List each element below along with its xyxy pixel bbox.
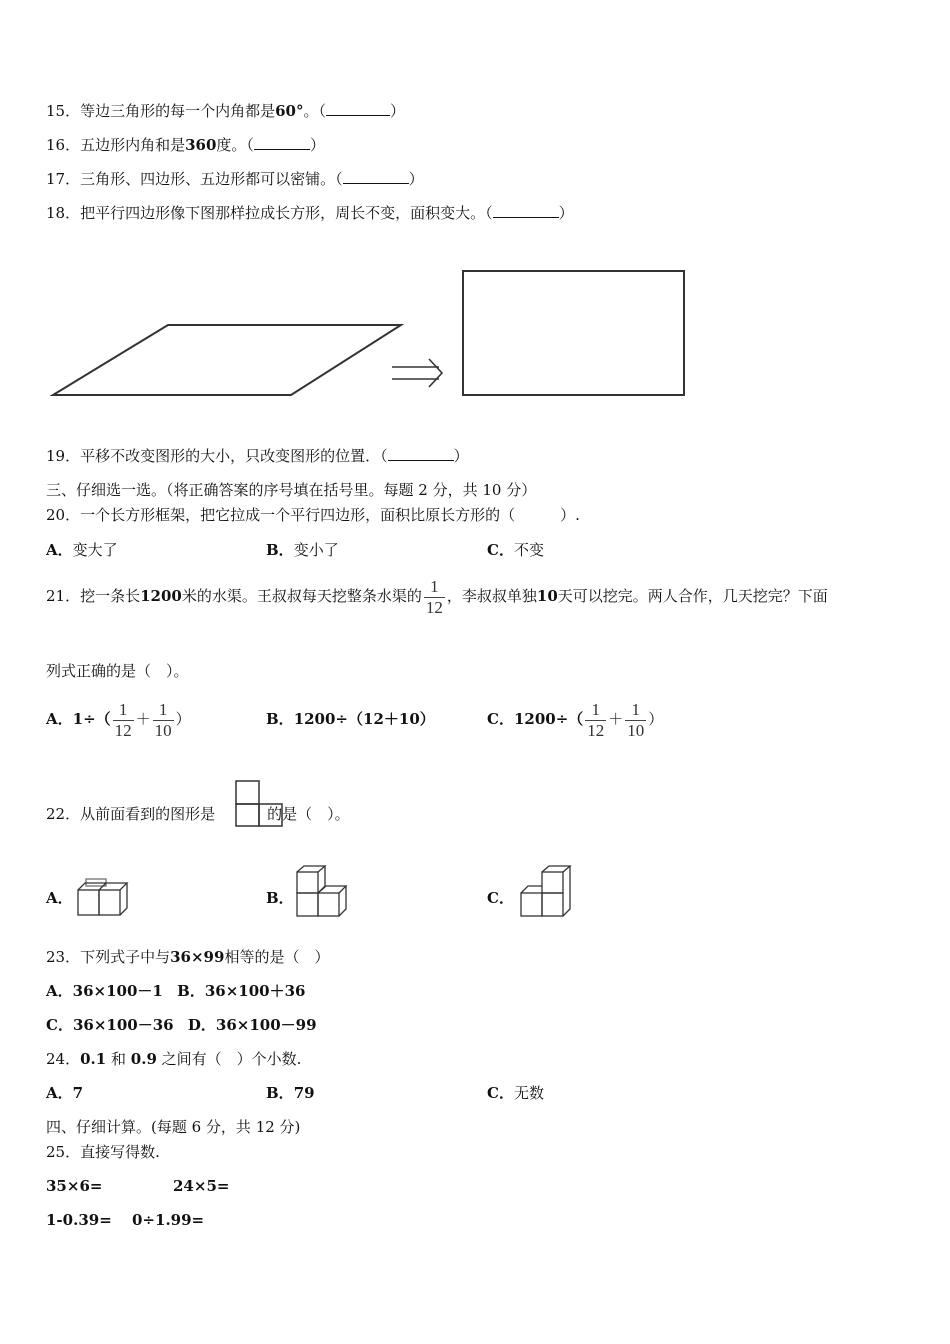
calc-item: 35×6= — [46, 1177, 103, 1195]
question-19: 19．平移不改变图形的大小，只改变图形的位置．（ ） — [46, 447, 469, 465]
question-18: 18．把平行四边形像下图那样拉成长方形，周长不变，面积变大。（ ） — [46, 204, 574, 222]
calc-item: 1-0.39= — [46, 1211, 112, 1229]
rectangle-shape — [463, 271, 684, 395]
answer-blank[interactable] — [254, 135, 310, 150]
parallelogram-shape — [53, 325, 401, 395]
q21-option-a[interactable]: A．1÷（ $\frac{1}{12}$ ＋ $\frac{1}{10}$ ） — [46, 699, 191, 740]
q23-options-row-2 — [46, 1015, 317, 1035]
question-21-line-2: 列式正确的是（ ）。 — [46, 662, 189, 680]
q24-option-c[interactable]: C．无数 — [487, 1084, 544, 1102]
q24-option-b[interactable]: B．79 — [266, 1084, 315, 1102]
cube-stack-c-figure[interactable] — [518, 864, 574, 920]
q23-option-a[interactable]: A．36×100－1 — [46, 982, 163, 1000]
q22-option-a[interactable]: A． — [46, 889, 73, 907]
transform-arrow-icon — [392, 359, 442, 387]
q23-options-row-1 — [46, 981, 305, 1001]
section-4-heading: 四、仔细计算。(每题 6 分，共 12 分) — [46, 1118, 301, 1136]
cube-stack-b-figure[interactable] — [294, 864, 350, 920]
calc-item: 0÷1.99= — [132, 1211, 205, 1229]
q20-option-c[interactable]: C．不变 — [487, 541, 544, 559]
answer-blank[interactable] — [388, 446, 454, 461]
question-25: 25．直接写得数. — [46, 1143, 160, 1161]
q22-option-b[interactable]: B． — [266, 889, 294, 907]
front-view-figure — [234, 779, 286, 829]
question-23: 23．下列式子中与36×99相等的是（ ） — [46, 948, 330, 966]
q20-option-a[interactable]: A．变大了 — [46, 541, 118, 559]
answer-blank[interactable] — [343, 169, 409, 184]
q21-option-b[interactable]: B．1200÷（12＋10） — [266, 710, 435, 728]
cube-stack-a-figure[interactable] — [76, 877, 130, 919]
q24-option-a[interactable]: A．7 — [46, 1084, 84, 1102]
q21-option-c[interactable]: C．1200÷（ $\frac{1}{12}$ ＋ $\frac{1}{10}$ ） — [487, 699, 664, 740]
section-3-heading: 三、仔细选一选。（将正确答案的序号填在括号里。每题 2 分，共 10 分） — [46, 481, 537, 499]
question-17: 17．三角形、四边形、五边形都可以密铺。（ ） — [46, 170, 424, 188]
q23-option-b[interactable]: B．36×100＋36 — [177, 982, 306, 1000]
question-20: 20．一个长方形框架，把它拉成一个平行四边形，面积比原长方形的（ ）. — [46, 506, 580, 524]
question-16: 16．五边形内角和是360度。（ ） — [46, 136, 325, 154]
question-22: 22．从前面看到的图形是 的是（ ）。 — [46, 805, 350, 823]
question-24: 24．0.1 和 0.9 之间有（ ）个小数. — [46, 1050, 302, 1068]
q23-option-c[interactable]: C．36×100－36 — [46, 1016, 174, 1034]
fraction-one-twelfth: $\frac{1}{12}$ — [425, 576, 443, 617]
answer-blank[interactable] — [326, 101, 390, 116]
question-15: 15．等边三角形的每一个内角都是60°。（ ） — [46, 102, 406, 120]
answer-blank[interactable] — [493, 203, 559, 218]
question-21: 21．挖一条长1200米的水渠。王叔叔每天挖整条水渠的 $\frac{1}{12}$ ，李叔叔单独10天可以挖完。两人合作，几天挖完？下面 — [46, 576, 828, 617]
calc-item: 24×5= — [173, 1177, 230, 1195]
q20-option-b[interactable]: B．变小了 — [266, 541, 339, 559]
q23-option-d[interactable]: D．36×100－99 — [187, 1016, 317, 1034]
q22-option-c[interactable]: C． — [487, 889, 514, 907]
parallelogram-to-rectangle-figure — [46, 262, 696, 402]
